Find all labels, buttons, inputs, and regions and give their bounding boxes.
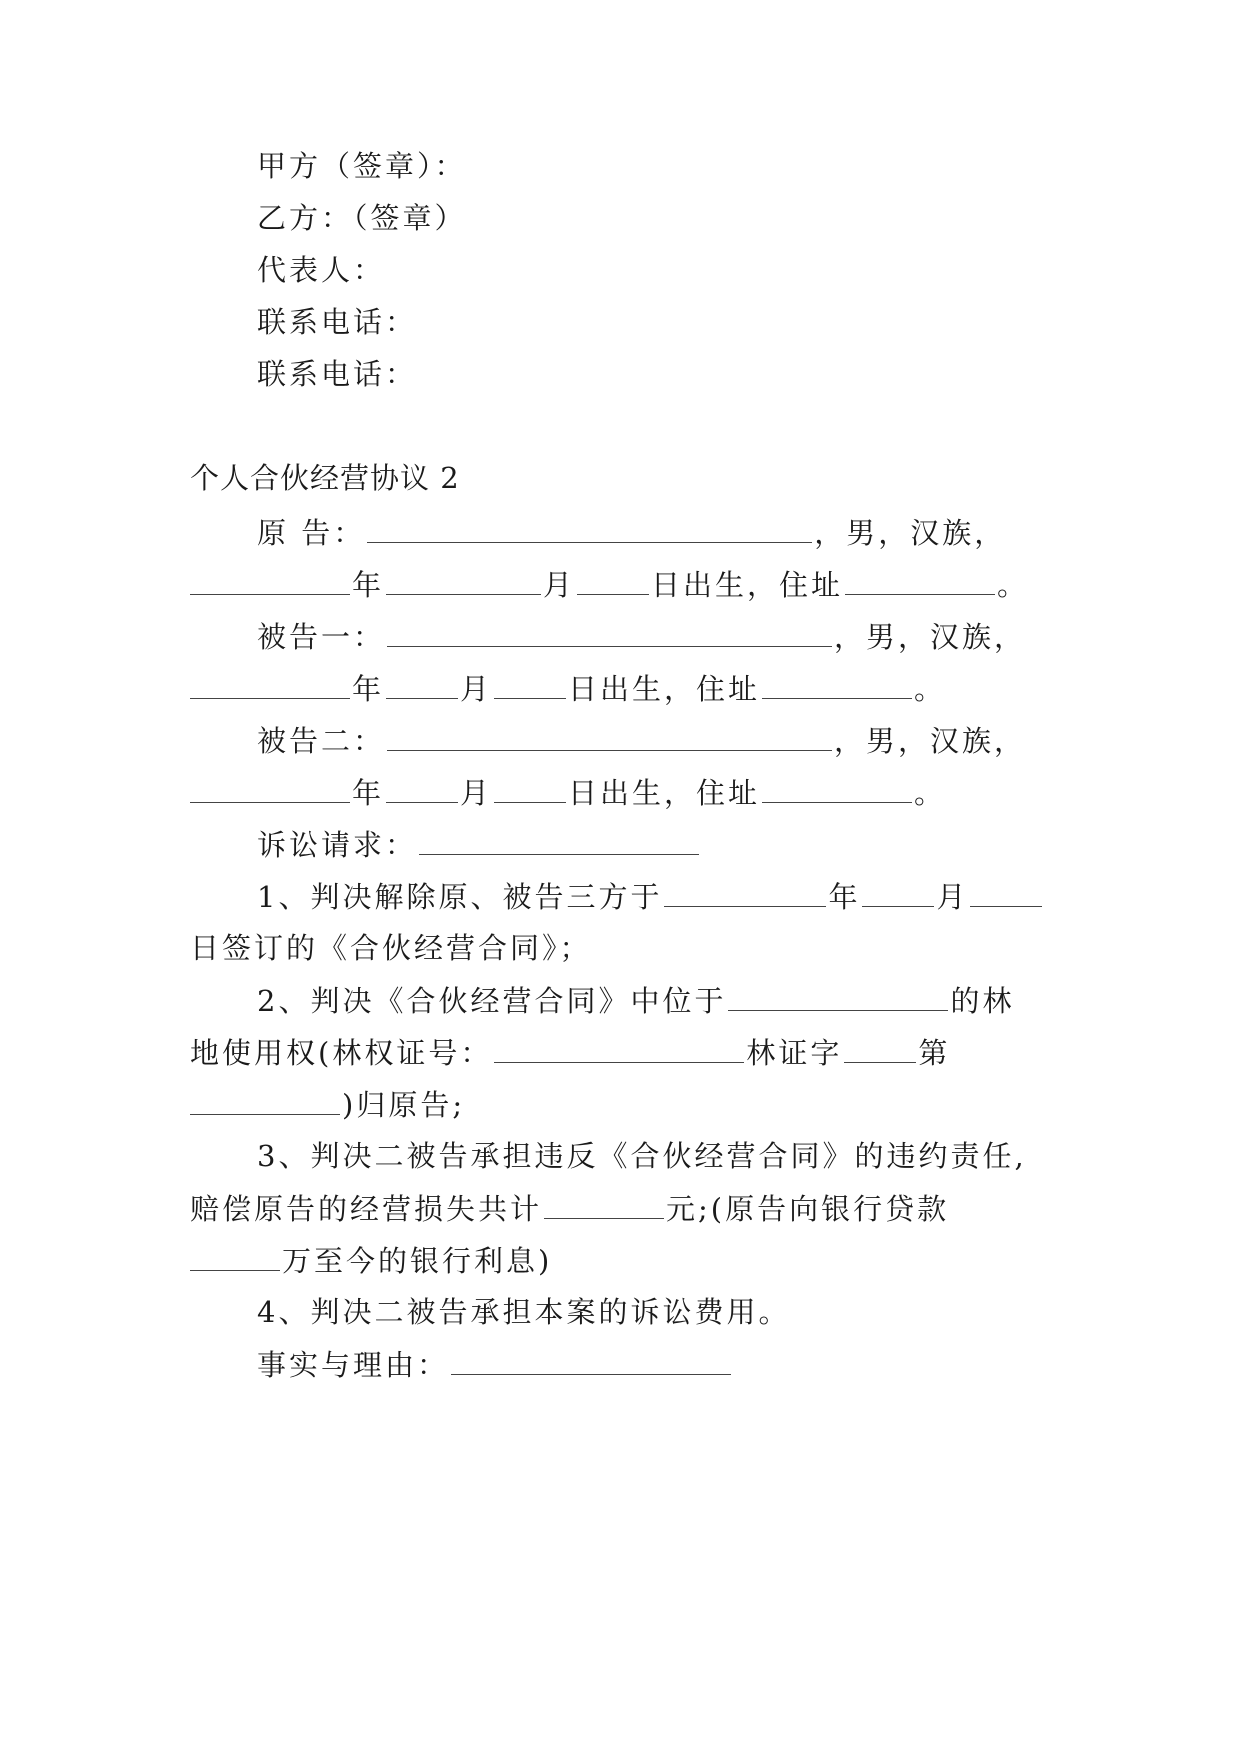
representative-line: 代表人：	[257, 253, 386, 287]
defendant-2-end: 。	[914, 776, 947, 810]
defendant-1-address-blank	[762, 668, 912, 699]
claim-4-line: 4、判决二被告承担本案的诉讼费用。	[257, 1295, 791, 1329]
claim-1-line-1	[257, 876, 1057, 916]
defendant-2-tail: ，男，汉族，	[834, 724, 1027, 758]
claim-2-text-c: 地使用权(林权证号：	[190, 1036, 493, 1070]
defendant-2-month-blank	[386, 772, 458, 803]
claim-2-line-3	[190, 1084, 1060, 1124]
claim-2-line-1	[257, 980, 1057, 1020]
claim-3-loss-blank	[544, 1188, 664, 1219]
claim-2-index-blank	[190, 1084, 340, 1115]
defendant-1-day-label: 日出生，住址	[568, 672, 761, 706]
plaintiff-month-blank	[386, 564, 541, 595]
claims-blank	[419, 824, 699, 855]
plaintiff-month-label: 月	[543, 568, 576, 602]
plaintiff-year-label: 年	[352, 568, 385, 602]
facts-blank	[451, 1344, 731, 1375]
defendant-1-tail: ，男，汉族，	[834, 620, 1027, 654]
plaintiff-day-label: 日出生，住址	[651, 568, 844, 602]
claim-2-text-a: 2、判决《合伙经营合同》中位于	[257, 984, 727, 1018]
defendant-2-year-label: 年	[352, 776, 385, 810]
defendant-1-month-blank	[386, 668, 458, 699]
plaintiff-line	[257, 512, 1057, 552]
defendant-2-month-label: 月	[460, 776, 493, 810]
defendant-1-year-label: 年	[352, 672, 385, 706]
claim-3-loan-blank	[190, 1240, 280, 1271]
claim-2-text-d: 林证字	[746, 1036, 843, 1070]
plaintiff-birth-line	[190, 564, 1060, 604]
defendant-1-label: 被告一：	[257, 620, 386, 654]
claim-2-text-f: )归原告;	[342, 1088, 466, 1122]
defendant-2-day-blank	[494, 772, 566, 803]
defendant-1-year-blank	[190, 668, 350, 699]
claim-3-line-2	[190, 1188, 1060, 1228]
facts-heading-line	[257, 1344, 1057, 1384]
phone-line-1: 联系电话：	[257, 305, 418, 339]
plaintiff-tail: ，男，汉族，	[814, 516, 1007, 550]
facts-label: 事实与理由：	[257, 1348, 450, 1382]
claim-2-certificate-blank	[494, 1032, 744, 1063]
plaintiff-label: 原 告：	[257, 516, 366, 550]
defendant-1-month-label: 月	[460, 672, 493, 706]
claim-2-text-e: 第	[918, 1036, 951, 1070]
claim-3-text-d: 万至今的银行利息)	[282, 1244, 553, 1278]
defendant-2-label: 被告二：	[257, 724, 386, 758]
claim-3-text-c: 元;(原告向银行贷款	[666, 1192, 950, 1226]
claim-2-location-blank	[728, 980, 948, 1011]
plaintiff-name-blank	[367, 512, 812, 543]
claim-1-line-2: 日签订的《合伙经营合同》；	[190, 931, 592, 965]
plaintiff-address-blank	[845, 564, 995, 595]
claims-heading-line	[257, 824, 1057, 864]
defendant-1-birth-line	[190, 668, 1060, 708]
claim-1-month-label: 月	[936, 880, 969, 914]
defendant-2-name-blank	[387, 720, 832, 751]
claim-1-month-blank	[862, 876, 934, 907]
party-a-signature: 甲方（签章）：	[257, 149, 467, 183]
claims-label: 诉讼请求：	[257, 828, 418, 862]
defendant-1-line	[257, 616, 1057, 656]
defendant-1-day-blank	[494, 668, 566, 699]
plaintiff-day-blank	[577, 564, 649, 595]
defendant-2-day-label: 日出生，住址	[568, 776, 761, 810]
claim-1-text-a: 1、判决解除原、被告三方于	[257, 880, 663, 914]
defendant-2-line	[257, 720, 1057, 760]
defendant-2-birth-line	[190, 772, 1060, 812]
plaintiff-year-blank	[190, 564, 350, 595]
claim-3-text-b: 赔偿原告的经营损失共计	[190, 1192, 543, 1226]
claim-2-number-blank	[844, 1032, 916, 1063]
claim-2-line-2	[190, 1032, 1060, 1072]
claim-3-line-1: 3、判决二被告承担违反《合伙经营合同》的违约责任,	[257, 1139, 1027, 1173]
claim-1-day-blank	[970, 876, 1042, 907]
claim-3-line-3	[190, 1240, 1060, 1280]
defendant-2-year-blank	[190, 772, 350, 803]
defendant-2-address-blank	[762, 772, 912, 803]
defendant-1-name-blank	[387, 616, 832, 647]
defendant-1-end: 。	[914, 672, 947, 706]
party-b-signature: 乙方：（签章）	[257, 201, 467, 235]
plaintiff-end: 。	[997, 568, 1030, 602]
document-title: 个人合伙经营协议 2	[190, 461, 460, 495]
claim-1-year-label: 年	[828, 880, 861, 914]
phone-line-2: 联系电话：	[257, 357, 418, 391]
claim-2-text-b: 的林	[950, 984, 1015, 1018]
claim-1-year-blank	[664, 876, 826, 907]
